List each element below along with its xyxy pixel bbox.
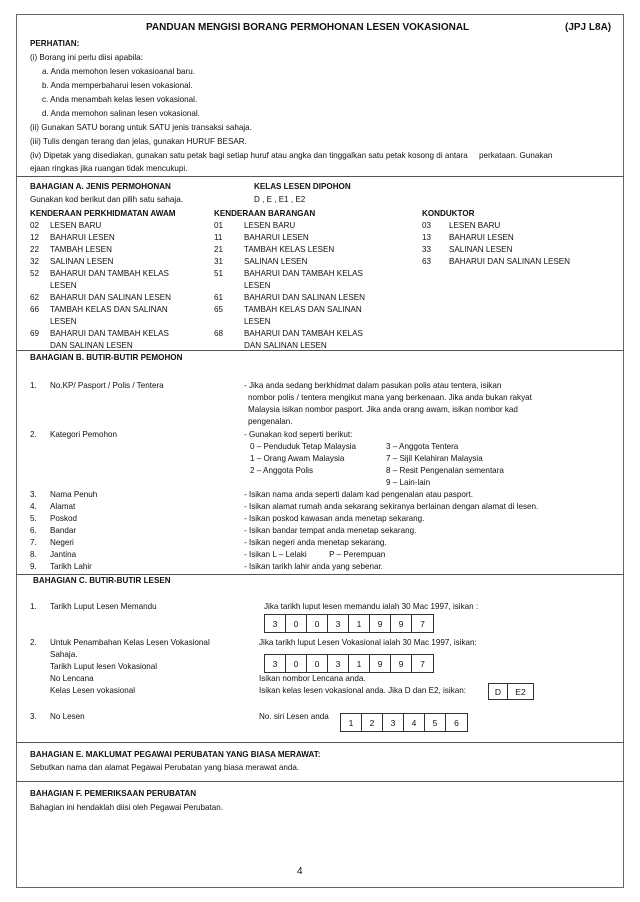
notice-line: (iv) Dipetak yang disediakan, gunakan satu petak bagi setiap huruf atau angka dan tinggalkan satu petak kosong di antara perkataan. Gunakan (30, 151, 553, 160)
item-desc: - Isikan bandar tempat anda menetap sekarang. (244, 526, 417, 535)
code-number: 62 (30, 293, 40, 302)
item-desc: No. siri Lesen anda (259, 712, 329, 721)
code-description: BAHARUI LESEN (50, 233, 115, 242)
code-description: TAMBAH LESEN (50, 245, 112, 254)
vocational-expiry-boxes (264, 654, 434, 673)
section-f-text: Bahagian ini hendaklah diisi oleh Pegawai Perubatan. (30, 803, 224, 812)
section-f-heading: BAHAGIAN F. PEMERIKSAAN PERUBATAN (30, 789, 197, 798)
digit-box: 5 (425, 714, 446, 731)
digit-box: 0 (307, 615, 328, 632)
code-number: 52 (30, 269, 40, 278)
digit-box: 1 (349, 655, 370, 672)
item-desc: pengenalan. (248, 417, 293, 426)
item-number: 2. (30, 430, 37, 439)
code-number: 11 (214, 233, 223, 242)
item-desc: - Isikan negeri anda menetap sekarang. (244, 538, 387, 547)
item-number: 5. (30, 514, 37, 523)
item-label: No.KP/ Pasport / Polis / Tentera (50, 381, 164, 390)
code-description: DAN SALINAN LESEN (50, 341, 133, 350)
item-desc: Jika tarikh luput Lesen Vokasional ialah 30 Mac 1997, isikan: (259, 638, 477, 647)
code-description: LESEN (244, 281, 271, 290)
code-description: LESEN BARU (244, 221, 296, 230)
item-label: Poskod (50, 514, 77, 523)
section-a-heading: BAHAGIAN A. JENIS PERMOHONAN (30, 182, 171, 191)
notice-line: ejaan ringkas jika ruangan tidak mencukupi. (30, 164, 188, 173)
code-number: 66 (30, 305, 40, 314)
code-number: 33 (422, 245, 432, 254)
code-number: 32 (30, 257, 40, 266)
item-label: Tarikh Luput lesen Vokasional (50, 662, 158, 671)
category-code: 1 – Orang Awam Malaysia (250, 454, 345, 463)
item-label: Kelas Lesen vokasional (50, 686, 136, 695)
item-desc: Isikan kelas lesen vokasional anda. Jika D dan E2, isikan: (259, 686, 466, 695)
digit-box: 1 (341, 714, 362, 731)
item-number: 7. (30, 538, 37, 547)
col-heading-conductor: KONDUKTOR (422, 209, 475, 218)
item-number: 3. (30, 712, 37, 721)
class-box: E2 (508, 683, 534, 700)
notice-line: d. Anda memohon salinan lesen vokasional. (42, 109, 200, 118)
digit-box: 3 (328, 655, 349, 672)
section-e-heading: BAHAGIAN E. MAKLUMAT PEGAWAI PERUBATAN YANG BIASA MERAWAT: (30, 750, 321, 759)
item-desc: Malaysia isikan nombor pasport. Jika anda orang awam, isikan nombor kad (248, 405, 518, 414)
notice-heading: PERHATIAN: (30, 39, 80, 48)
code-description: TAMBAH KELAS LESEN (244, 245, 335, 254)
col-heading-goods: KENDERAAN BARANGAN (214, 209, 316, 218)
section-e-text: Sebutkan nama dan alamat Pegawai Perubatan yang biasa merawat anda. (30, 763, 300, 772)
divider (16, 574, 624, 575)
category-code: 9 – Lain-lain (386, 478, 431, 487)
notice-line: b. Anda memperbaharui lesen vokasional. (42, 81, 193, 90)
code-number: 03 (422, 221, 432, 230)
code-number: 22 (30, 245, 40, 254)
code-description: TAMBAH KELAS DAN SALINAN (244, 305, 362, 314)
code-description: BAHARUI DAN TAMBAH KELAS (50, 269, 169, 278)
notice-line: a. Anda memohon lesen vokasioanal baru. (42, 67, 195, 76)
digit-box: 9 (391, 655, 412, 672)
divider (16, 350, 624, 351)
class-box: D (488, 683, 508, 700)
item-desc: - Isikan nama anda seperti dalam kad pengenalan atau pasport. (244, 490, 474, 499)
item-label: Kategori Pemohon (50, 430, 118, 439)
digit-box: 7 (420, 618, 425, 629)
item-label: Untuk Penambahan Kelas Lesen Vokasional (50, 638, 210, 647)
item-number: 8. (30, 550, 37, 559)
expiry-date-boxes (264, 614, 434, 633)
code-description: LESEN (244, 317, 271, 326)
notice-line: (i) Borang ini perlu diisi apabila: (30, 53, 143, 62)
item-number: 4. (30, 502, 37, 511)
item-number: 9. (30, 562, 37, 571)
category-code: 3 – Anggota Tentera (386, 442, 459, 451)
digit-box: 2 (362, 714, 383, 731)
item-label: No Lencana (50, 674, 94, 683)
code-number: 63 (422, 257, 432, 266)
item-label: Nama Penuh (50, 490, 98, 499)
digit-box: 4 (404, 714, 425, 731)
digit-box: 9 (391, 615, 412, 632)
digit-box: 0 (307, 655, 328, 672)
item-label: No Lesen (50, 712, 85, 721)
code-number: 65 (214, 305, 224, 314)
code-number: 12 (30, 233, 40, 242)
page-number: 4 (297, 866, 303, 877)
digit-box: 0 (286, 655, 307, 672)
item-label: Bandar (50, 526, 77, 535)
item-desc: - Isikan alamat rumah anda sekarang sekiranya berlainan dengan alamat di lesen. (244, 502, 539, 511)
section-b-heading: BAHAGIAN B. BUTIR-BUTIR PEMOHON (30, 353, 183, 362)
code-description: BAHARUI DAN SALINAN LESEN (449, 257, 570, 266)
digit-box: 7 (420, 658, 425, 669)
code-description: BAHARUI DAN SALINAN LESEN (244, 293, 365, 302)
item-desc: nombor polis / tentera mengikut mana yang berkenaan. Jika anda bukan rakyat (248, 393, 532, 402)
notice-line: (iii) Tulis dengan terang dan jelas, gunakan HURUF BESAR. (30, 137, 247, 146)
code-number: 02 (30, 221, 40, 230)
license-classes: D , E , E1 , E2 (254, 195, 306, 204)
form-code: (JPJ L8A) (565, 22, 612, 33)
code-description: BAHARUI DAN TAMBAH KELAS (244, 329, 363, 338)
notice-line: c. Anda menambah kelas lesen vokasional. (42, 95, 198, 104)
item-desc: - Isikan tarikh lahir anda yang sebenar. (244, 562, 384, 571)
item-number: 6. (30, 526, 37, 535)
divider (16, 176, 624, 177)
section-a-instruction: Gunakan kod berikut dan pilih satu sahaja. (30, 195, 183, 204)
class-heading: KELAS LESEN DIPOHON (254, 182, 351, 191)
digit-box: 0 (286, 615, 307, 632)
code-description: BAHARUI DAN TAMBAH KELAS (244, 269, 363, 278)
digit-box: 3 (265, 655, 286, 672)
item-desc: Jika tarikh luput lesen memandu ialah 30 Mac 1997, isikan : (264, 602, 479, 611)
code-description: SALINAN LESEN (449, 245, 513, 254)
code-description: BAHARUI DAN SALINAN LESEN (50, 293, 171, 302)
item-label: Tarikh Lahir (50, 562, 92, 571)
code-description: LESEN BARU (50, 221, 102, 230)
item-label: Jantina (50, 550, 77, 559)
code-description: LESEN (50, 317, 77, 326)
col-heading-public: KENDERAAN PERKHIDMATAN AWAM (30, 209, 176, 218)
code-number: 01 (214, 221, 224, 230)
code-number: 31 (214, 257, 224, 266)
category-code: 7 – Sijil Kelahiran Malaysia (386, 454, 483, 463)
item-number: 1. (30, 602, 37, 611)
digit-box: 9 (370, 615, 391, 632)
code-description: TAMBAH KELAS DAN SALINAN (50, 305, 168, 314)
item-number: 3. (30, 490, 37, 499)
item-label: Sahaja. (50, 650, 78, 659)
item-number: 1. (30, 381, 37, 390)
code-number: 68 (214, 329, 224, 338)
item-desc: - Gunakan kod seperti berikut: (244, 430, 353, 439)
code-description: BAHARUI LESEN (244, 233, 309, 242)
item-desc: - Isikan poskod kawasan anda menetap sekarang. (244, 514, 425, 523)
code-description: SALINAN LESEN (244, 257, 308, 266)
code-description: LESEN BARU (449, 221, 501, 230)
code-number: 21 (214, 245, 224, 254)
digit-box: 3 (328, 615, 349, 632)
item-number: 2. (30, 638, 37, 647)
divider (16, 781, 624, 782)
digit-box: 1 (349, 615, 370, 632)
divider (16, 742, 624, 743)
section-c-heading: BAHAGIAN C. BUTIR-BUTIR LESEN (33, 576, 171, 585)
category-code: 8 – Resit Pengenalan sementara (386, 466, 504, 475)
code-number: 51 (214, 269, 224, 278)
category-code: 2 – Anggota Polis (250, 466, 313, 475)
code-description: DAN SALINAN LESEN (244, 341, 327, 350)
code-description: BAHARUI LESEN (449, 233, 514, 242)
digit-box: 6 (454, 717, 459, 728)
code-description: SALINAN LESEN (50, 257, 114, 266)
item-desc: - Isikan L – Lelaki P – Perempuan (244, 550, 386, 559)
code-description: LESEN (50, 281, 77, 290)
digit-box: 3 (383, 714, 404, 731)
digit-box: 3 (265, 615, 286, 632)
item-label: Tarikh Luput Lesen Memandu (50, 602, 157, 611)
item-label: Negeri (50, 538, 74, 547)
item-desc: - Jika anda sedang berkhidmat dalam pasukan polis atau tentera, isikan (244, 381, 502, 390)
code-description: BAHARUI DAN TAMBAH KELAS (50, 329, 169, 338)
code-number: 61 (214, 293, 224, 302)
notice-line: (ii) Gunakan SATU borang untuk SATU jenis transaksi sahaja. (30, 123, 252, 132)
item-label: Alamat (50, 502, 76, 511)
category-code: 0 – Penduduk Tetap Malaysia (250, 442, 357, 451)
item-desc: Isikan nombor Lencana anda. (259, 674, 366, 683)
license-serial-boxes (340, 713, 468, 732)
document-title: PANDUAN MENGISI BORANG PERMOHONAN LESEN VOKASIONAL (146, 22, 470, 33)
code-number: 69 (30, 329, 40, 338)
digit-box: 9 (370, 655, 391, 672)
code-number: 13 (422, 233, 432, 242)
